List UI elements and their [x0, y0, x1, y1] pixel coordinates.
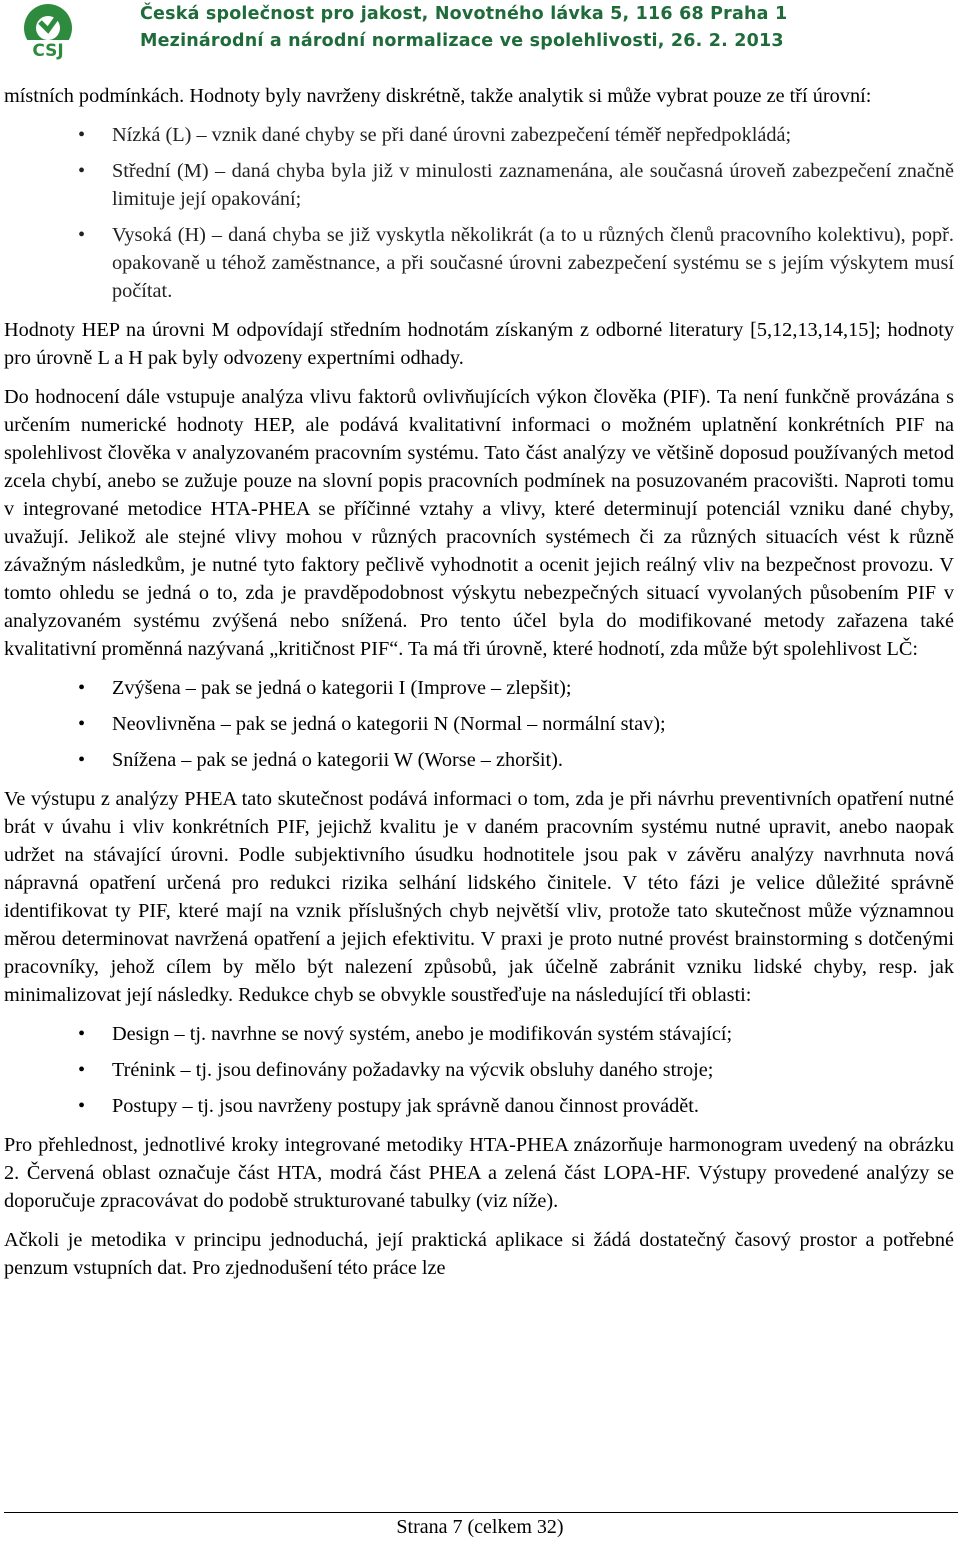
list-item: • Trénink – tj. jsou definovány požadavky na výcvik obsluhy daného stroje;: [4, 1056, 954, 1084]
header-event: Mezinárodní a národní normalizace ve spolehlivosti, 26. 2. 2013: [140, 31, 784, 51]
list-item: • Design – tj. navrhne se nový systém, anebo je modifikován systém stávající;: [4, 1020, 954, 1048]
paragraph-phea-output: Ve výstupu z analýzy PHEA tato skutečnost podává informaci o tom, zda je při návrhu preventivních opatření nutné brát v úvahu i vliv konkrétních PIF, jejichž kvalitu je v daném pracovním systému nutné upravit, anebo naopak udržet na stávající úrovni. Podle subjektivního úsudku hodnotitele jsou pak v závěru analýzy navrhnuta nová nápravná opatření určená pro redukci rizika selhání lidského činitele. V této fázi je velice důležité správně identifikovat ty PIF, které mají na vznik příslušných chyb největší vliv, protože tato skutečnost může významnou měrou determinovat navržená opatření a jejich efektivitu. V praxi je proto nutné provést brainstorming s dotčenými pracovníky, jehož cílem by mělo být nalezení způsobů, jak účelně zabránit vzniku lidské chyby, resp. jak minimalizovat její následky. Redukce chyb se obvykle soustřeďuje na následující tři oblasti:: [4, 788, 954, 1006]
list-item: • Snížena – pak se jedná o kategorii W (Worse – zhoršit).: [4, 746, 954, 774]
list-item: • Střední (M) – daná chyba byla již v minulosti zaznamenána, ale současná úroveň zabezpečení značně limituje její opakování;: [4, 157, 954, 213]
list-item: • Zvýšena – pak se jedná o kategorii I (Improve – zlepšit);: [4, 674, 954, 702]
paragraph-intro: místních podmínkách. Hodnoty byly navrženy diskrétně, takže analytik si může vybrat pouze ze tří úrovní:: [4, 85, 872, 107]
list-item: • Vysoká (H) – daná chyba se již vyskytla několikrát (a to u různých členů pracovního kolektivu), popř. opakovaně u téhož zaměstnance, a při současné úrovni zabezpečení systému se s jejím výskytem musí počítat.: [4, 221, 954, 305]
csj-logo: [10, 2, 86, 60]
paragraph-harmonogram: Pro přehlednost, jednotlivé kroky integrované metodiky HTA-PHEA znázorňuje harmonogram uvedený na obrázku 2. Červená oblast označuje část HTA, modrá část PHEA a zelená část LOPA-HF. Výstupy provedené analýzy se doporučuje zpracovávat do podobě strukturované tabulky (viz níže).: [4, 1134, 954, 1212]
list-item: • Neovlivněna – pak se jedná o kategorii N (Normal – normální stav);: [4, 710, 954, 738]
criticality-list: [4, 674, 954, 774]
document-body: [4, 82, 954, 1293]
paragraph-pif-analysis: Do hodnocení dále vstupuje analýza vlivu faktorů ovlivňujících výkon člověka (PIF). Ta není funkčně provázána s určením numerické hodnoty HEP, ale podává kvalitativní informaci o možném uplatnění konkrétních PIF na spolehlivost člověka v analyzovaném pracovním systému. Tato část analýzy ve většině doposud používaných metod zcela chybí, anebo se zužuje pouze na slovní popis pracovních podmínek na posuzovaném pracovišti. Naproti tomu v integrované metodice HTA-PHEA se příčinné vztahy a vlivy, které determinují potenciál vzniku dané chyby, uvažují. Jelikož ale stejné vlivy mohou v různých pracovních systémech či za různých situacích vést k různě závažným následkům, je nutné tyto faktory pečlivě vyhodnotit a ocenit jejich reálný vliv na bezpečnost provozu. V tomto ohledu se jedná o to, zda je pravděpodobnost výskytu nebezpečných situací vyvolaných působením PIF v analyzovaném systému zvýšená nebo snížená. Pro tento účel byla do modifikované metody zařazena také kvalitativní proměnná nazývaná „kritičnost PIF“. Ta má tři úrovně, které hodnotí, zda může být spolehlivost LČ:: [4, 386, 954, 660]
hep-levels-list: [4, 121, 954, 305]
page-header: [0, 0, 960, 64]
list-item: • Postupy – tj. jsou navrženy postupy jak správně danou činnost provádět.: [4, 1092, 954, 1120]
footer-divider: [4, 1512, 958, 1513]
paragraph-hep-values: Hodnoty HEP na úrovni M odpovídají středním hodnotám získaným z odborné literatury [5,12,13,14,15]; hodnoty pro úrovně L a H pak byly odvozeny expertními odhady.: [4, 319, 954, 369]
paragraph-conclusion: Ačkoli je metodika v principu jednoduchá, její praktická aplikace si žádá dostatečný časový prostor a potřebné penzum vstupních dat. Pro zjednodušení této práce lze: [4, 1229, 954, 1279]
header-organization: Česká společnost pro jakost, Novotného lávka 5, 116 68 Praha 1: [140, 4, 788, 24]
error-reduction-areas-list: [4, 1020, 954, 1120]
logo-lettering: CSJ: [32, 41, 64, 60]
page-number: Strana 7 (celkem 32): [396, 1516, 564, 1538]
list-item: • Nízká (L) – vznik dané chyby se při dané úrovni zabezpečení téměř nepředpokládá;: [4, 121, 954, 149]
